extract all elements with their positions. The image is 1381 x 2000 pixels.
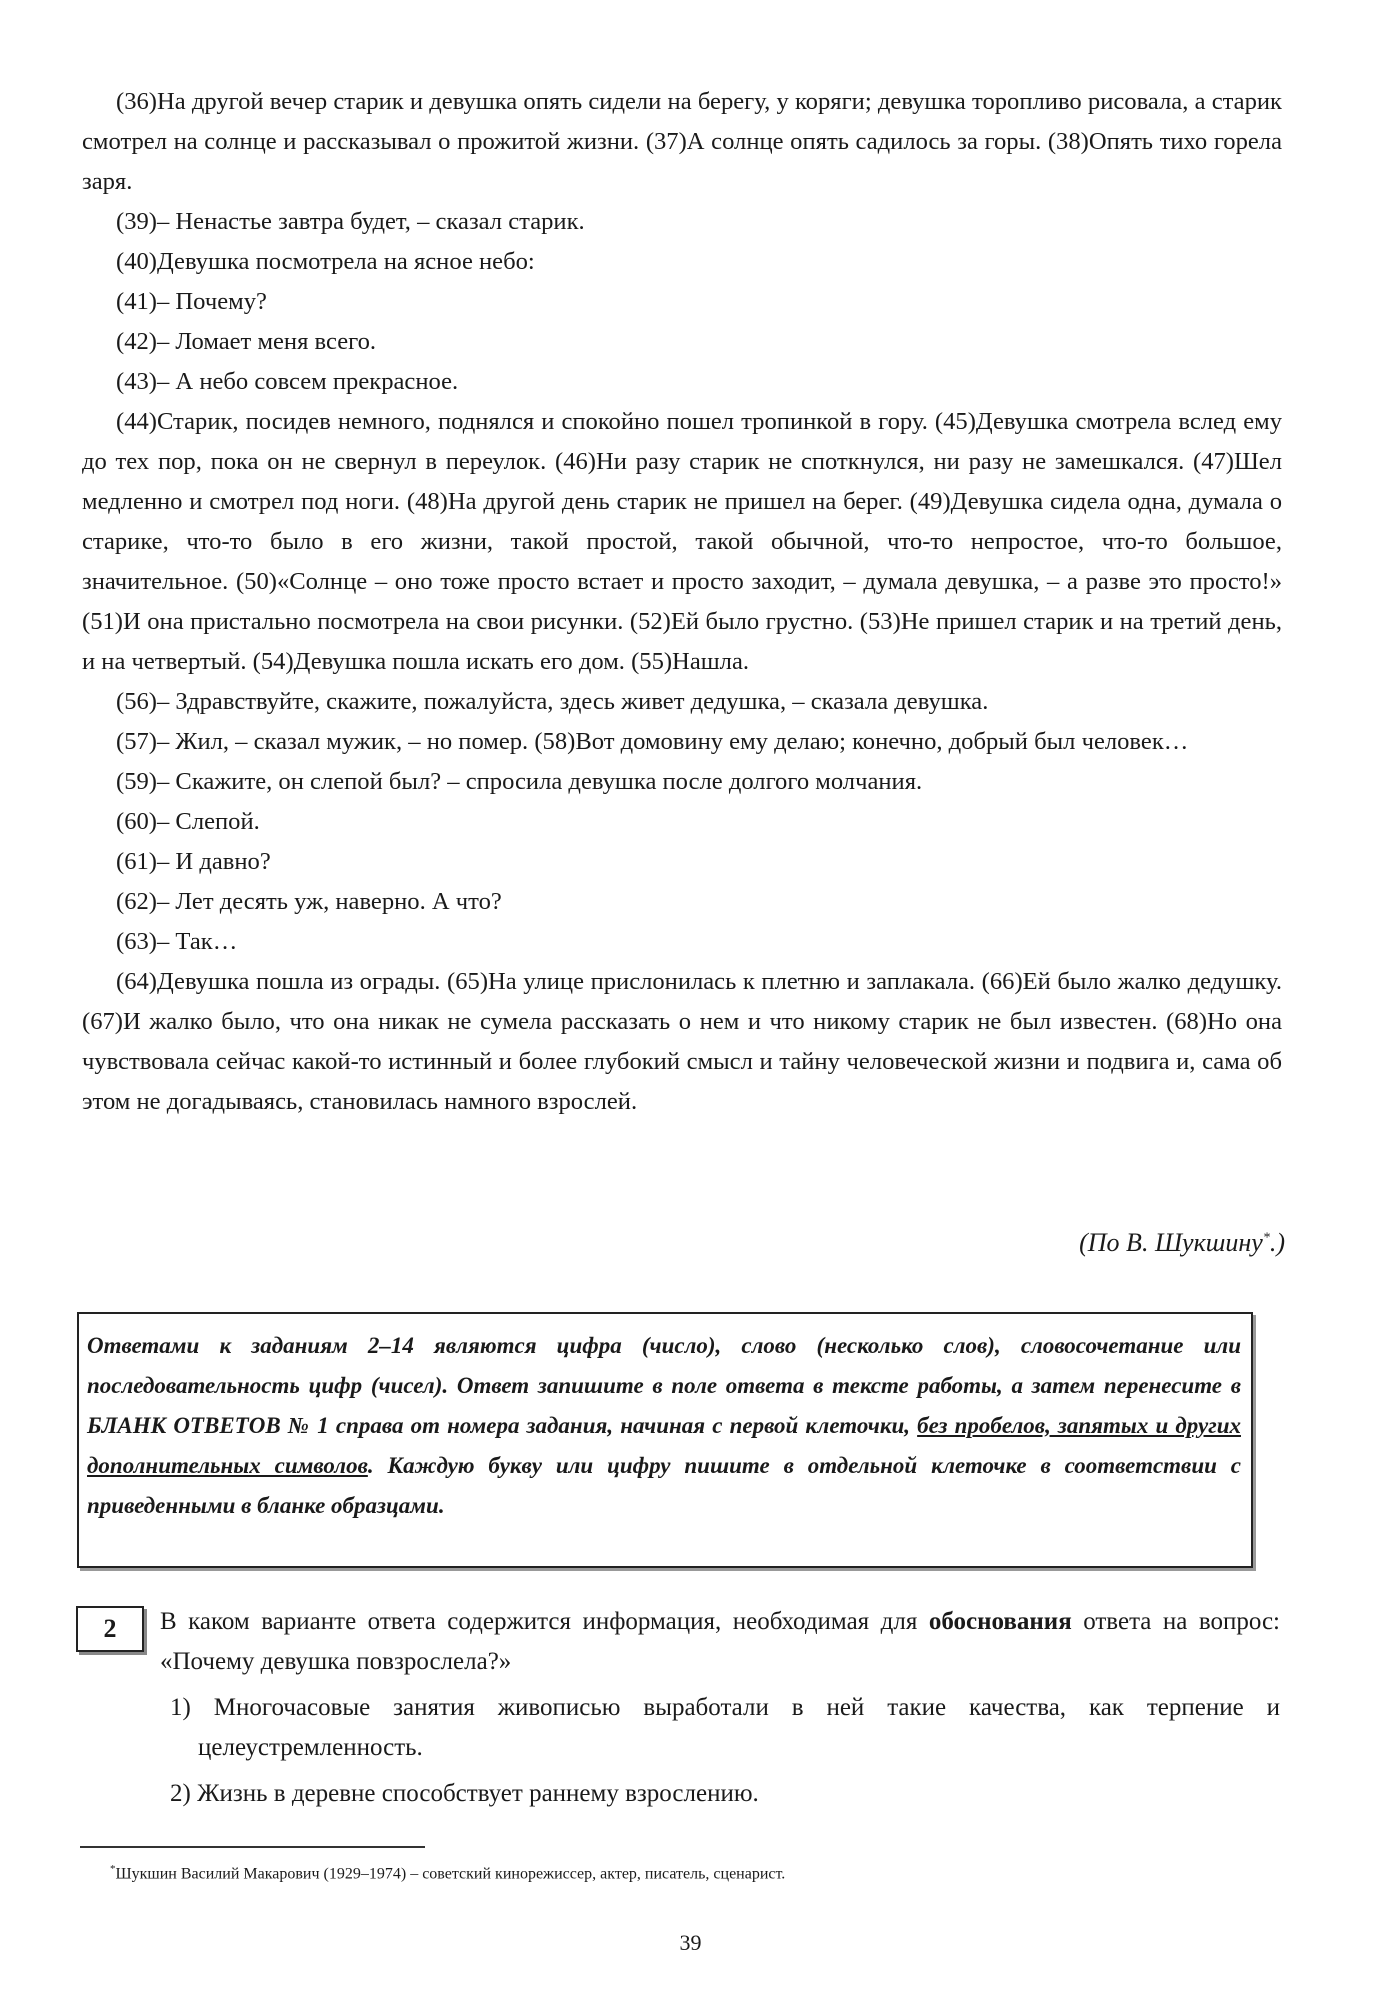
question-text: В каком варианте ответа содержится информация, необходимая для: [160, 1608, 929, 1635]
attribution-end: .): [1269, 1228, 1285, 1257]
story-paragraph: (44)Старик, посидев немного, поднялся и спокойно пошел тропинкой в гору. (45)Девушка смотрела вслед ему до тех пор, пока он не свернул в переулок. (46)Ни разу старик не споткнулся, ни разу не замешкался. (47)Шел медленно и смотрел под ноги. (48)На другой день старик не пришел на берег. (49)Девушка сидела одна, думала о старике, что-то было в его жизни, такой простой, такой обычной, что-то непростое, что-то большое, значительное. (50)«Солнце – оно тоже просто встает и просто заходит, – думала девушка, – а разве это просто!» (51)И она пристально посмотрела на свои рисунки. (52)Ей было грустно. (53)Не пришел старик и на третий день, и на четвертый. (54)Девушка пошла искать его дом. (55)Нашла.: [82, 408, 1282, 675]
story-paragraph: (64)Девушка пошла из ограды. (65)На улице прислонилась к плетню и заплакала. (66)Ей было жалко дедушку. (67)И жалко было, что она никак не сумела рассказать о нем и что никому старик не был известен. (68)Но она чувствовала сейчас какой-то истинный и более глубокий смысл и тайну человеческой жизни и подвига и, сама об этом не догадываясь, становилась намного взрослей.: [82, 968, 1282, 1115]
instructions-underlined: без пробелов, запятых и других дополнительных символов: [87, 1413, 1241, 1478]
story-paragraph: (56)– Здравствуйте, скажите, пожалуйста, здесь живет дедушка, – сказала девушка.: [116, 688, 989, 715]
footnote-mark: *: [1262, 1230, 1270, 1246]
question-text-end: ответа на вопрос: «Почему девушка повзрослела?»: [160, 1608, 1281, 1675]
story-text: [82, 82, 1282, 1122]
story-paragraph: (59)– Скажите, он слепой был? – спросила девушка после долгого молчания.: [116, 768, 923, 795]
story-paragraph: (40)Девушка посмотрела на ясное небо:: [116, 248, 535, 275]
story-paragraph: (43)– А небо совсем прекрасное.: [116, 368, 459, 395]
instructions-box: [77, 1312, 1253, 1568]
story-paragraph: (39)– Ненастье завтра будет, – сказал старик.: [116, 208, 585, 235]
story-paragraph: (57)– Жил, – сказал мужик, – но помер. (58)Вот домовину ему делаю; конечно, добрый был человек…: [116, 728, 1189, 755]
story-paragraph: (62)– Лет десять уж, наверно. А что?: [116, 888, 502, 915]
footnote: [110, 1858, 1260, 1885]
story-attribution: [1079, 1228, 1285, 1258]
footnote-text: Шукшин Василий Макарович (1929–1974) – советский кинорежиссер, актер, писатель, сценарист.: [115, 1865, 786, 1883]
task-question: [160, 1602, 1280, 1682]
instructions-text-end: . Каждую букву или цифру пишите в отдельной клеточке в соответствии с приведенными в бланке образцами.: [87, 1453, 1241, 1518]
story-paragraph: (61)– И давно?: [116, 848, 271, 875]
question-bold: обоснования: [928, 1608, 1072, 1635]
answer-option: 2) Жизнь в деревне способствует раннему взрослению.: [170, 1780, 759, 1807]
story-paragraph: (42)– Ломает меня всего.: [116, 328, 377, 355]
story-paragraph: (41)– Почему?: [116, 288, 267, 315]
task-number-box: 2: [76, 1606, 144, 1652]
footnote-mark: *: [110, 1863, 116, 1875]
task-body: [160, 1602, 1280, 1820]
story-paragraph: (36)На другой вечер старик и девушка опять сидели на берегу, у коряги; девушка торопливо рисовала, а старик смотрел на солнце и рассказывал о прожитой жизни. (37)А солнце опять садилось за горы. (38)Опять тихо горела заря.: [82, 88, 1282, 195]
attribution-text: (По В. Шукшину: [1079, 1228, 1263, 1257]
page-number: 39: [679, 1930, 702, 1955]
story-paragraph: (63)– Так…: [116, 928, 238, 955]
story-paragraph: (60)– Слепой.: [116, 808, 260, 835]
footnote-divider: [80, 1846, 425, 1848]
instructions-text: Ответами к заданиям 2–14 являются цифра (число), слово (несколько слов), словосочетание или последовательность цифр (чисел). Ответ запишите в поле ответа в тексте работы, а затем перенесите в БЛАНК ОТВЕТОВ № 1 справа от номера задания, начиная с первой клеточки,: [87, 1333, 1241, 1438]
answer-option: 1) Многочасовые занятия живописью выработали в ней такие качества, как терпение и целеустремленность.: [170, 1694, 1280, 1761]
